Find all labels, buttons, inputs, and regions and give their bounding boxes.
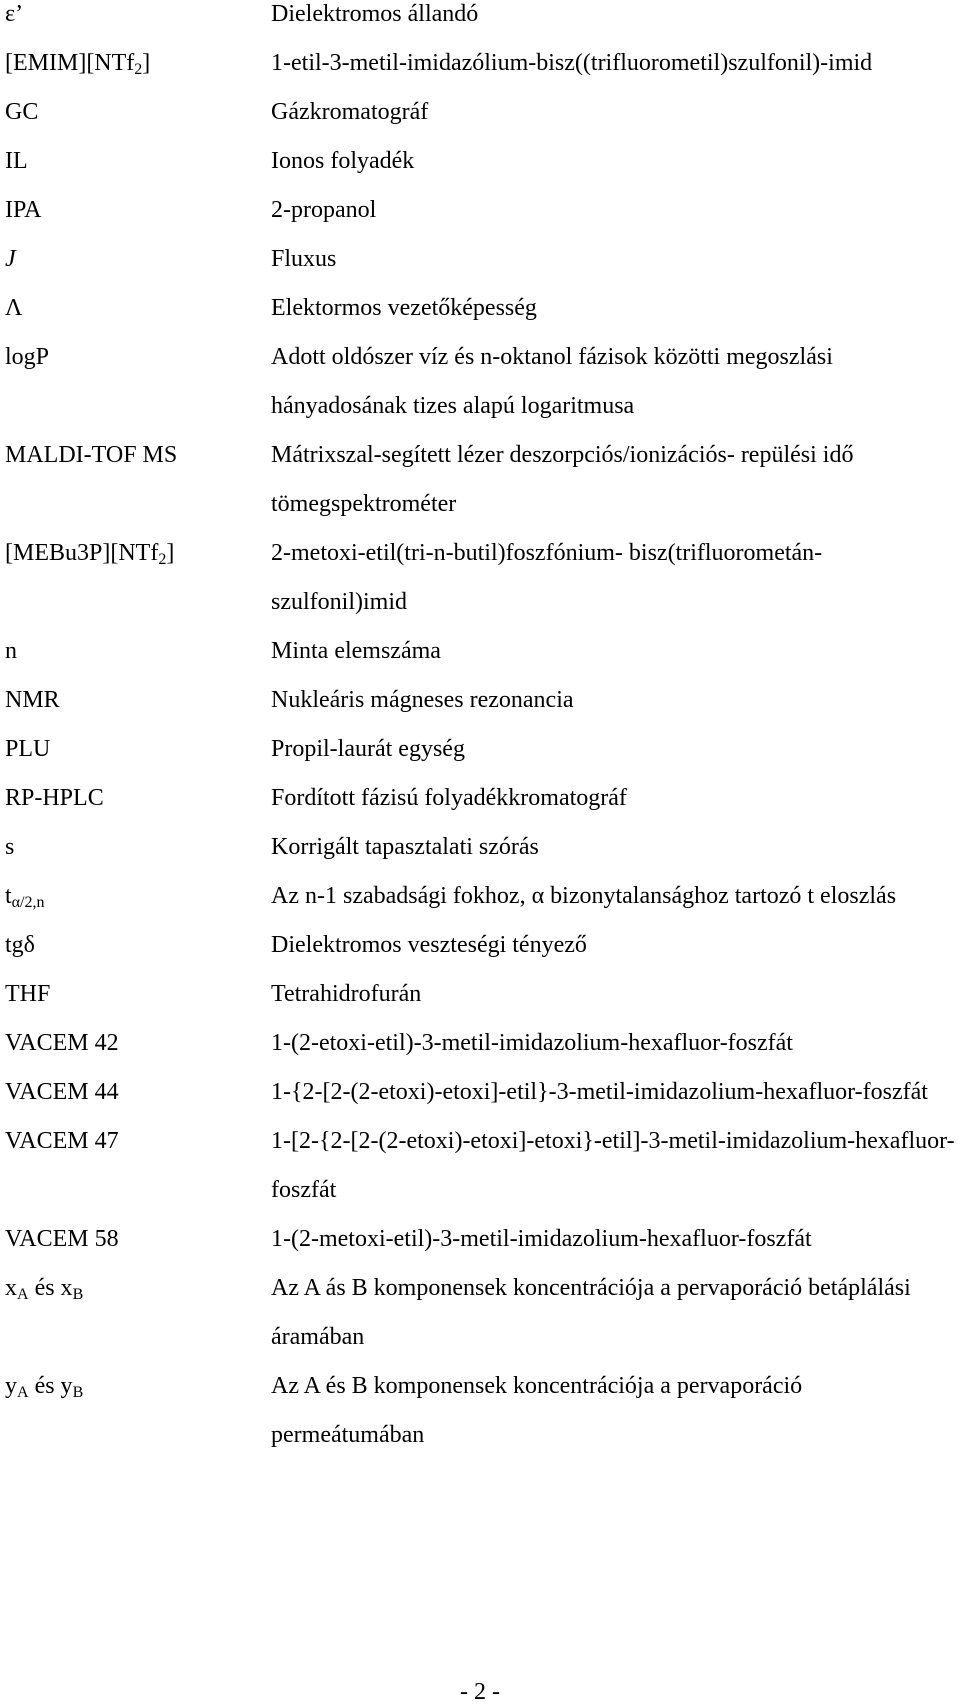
list-item <box>5 1264 955 1362</box>
abbreviation: PLU <box>5 736 51 762</box>
list-item <box>5 676 955 725</box>
list-item <box>5 88 955 137</box>
definition: Nukleáris mágneses rezonancia <box>271 687 574 713</box>
definition: Ionos folyadék <box>271 148 415 174</box>
abbreviation: s <box>5 834 15 860</box>
definition: Az A és B komponensek koncentrációja a pervaporáció permeátumában <box>271 1373 803 1448</box>
list-item <box>5 529 955 627</box>
list-item <box>5 235 955 284</box>
list-item <box>5 1117 955 1215</box>
abbreviation: VACEM 47 <box>5 1128 119 1154</box>
list-item <box>5 627 955 676</box>
list-item <box>5 872 955 921</box>
list-item <box>5 186 955 235</box>
list-item <box>5 1068 955 1117</box>
abbreviation: $t_{\alpha/2,n}$ <box>5 883 45 911</box>
list-item <box>5 284 955 333</box>
abbreviation: ε’ <box>5 1 24 27</box>
definition: Gázkromatográf <box>271 99 429 125</box>
definition: Az n-1 szabadsági fokhoz, α bizonytalansághoz tartozó t eloszlás <box>271 883 897 909</box>
list-item <box>5 333 955 431</box>
list-item <box>5 1362 955 1460</box>
definition: 1-(2-etoxi-etil)-3-metil-imidazolium-hexafluor-foszfát <box>271 1030 793 1056</box>
abbreviation: RP-HPLC <box>5 785 104 811</box>
definition: 2-propanol <box>271 197 377 223</box>
list-item <box>5 0 955 39</box>
abbreviation: J <box>5 246 16 272</box>
definition: 1-[2-{2-[2-(2-etoxi)-etoxi]-etoxi}-etil]-3-metil-imidazolium-hexafluor-foszfát <box>271 1128 955 1203</box>
definition: Tetrahidrofurán <box>271 981 422 1007</box>
definition: Az A ás B komponensek koncentrációja a pervaporáció betáplálási áramában <box>271 1275 911 1350</box>
abbreviation: n <box>5 638 17 664</box>
page-number: - 2 - <box>460 1679 500 1705</box>
list-item <box>5 1215 955 1264</box>
abbreviation: NMR <box>5 687 60 713</box>
abbreviation: [MEBu3P][NTf$_2$] <box>5 540 175 568</box>
list-item <box>5 137 955 186</box>
list-item <box>5 431 955 529</box>
abbreviation: Λ <box>5 295 23 321</box>
definition: 2-metoxi-etil(tri-n-butil)foszfónium- bisz(trifluorometán-szulfonil)imid <box>271 540 823 615</box>
list-item <box>5 921 955 970</box>
abbreviation: VACEM 42 <box>5 1030 119 1056</box>
definition: 1-(2-metoxi-etil)-3-metil-imidazolium-hexafluor-foszfát <box>271 1226 812 1252</box>
definition: Adott oldószer víz és n-oktanol fázisok közötti megoszlási hányadosának tizes alapú logaritmusa <box>271 344 833 419</box>
list-item <box>5 970 955 1019</box>
definition: Dielektromos állandó <box>271 1 479 27</box>
list-item <box>5 823 955 872</box>
abbreviation: THF <box>5 981 51 1007</box>
abbreviation: VACEM 58 <box>5 1226 119 1252</box>
list-item <box>5 39 955 88</box>
abbreviation: VACEM 44 <box>5 1079 119 1105</box>
definition: Fordított fázisú folyadékkromatográf <box>271 785 627 811</box>
definition: Fluxus <box>271 246 337 272</box>
list-item <box>5 725 955 774</box>
abbreviation: IPA <box>5 197 42 223</box>
abbreviation: [EMIM][NTf$_2$] <box>5 50 151 78</box>
definition: Dielektromos veszteségi tényező <box>271 932 587 958</box>
abbreviation-list <box>5 0 955 1460</box>
definition: Korrigált tapasztalati szórás <box>271 834 539 860</box>
definition: Mátrixszal-segített lézer deszorpciós/ionizációs- repülési idő tömegspektrométer <box>271 442 854 517</box>
abbreviation: $x_A$ és $x_B$ <box>5 1275 84 1303</box>
list-item <box>5 1019 955 1068</box>
definition: 1-{2-[2-(2-etoxi)-etoxi]-etil}-3-metil-imidazolium-hexafluor-foszfát <box>271 1079 928 1105</box>
abbreviation: logP <box>5 344 50 370</box>
definition: Propil-laurát egység <box>271 736 465 762</box>
definition: 1-etil-3-metil-imidazólium-bisz((trifluorometil)szulfonil)-imid <box>271 50 873 76</box>
abbreviation: MALDI-TOF MS <box>5 442 178 468</box>
list-item <box>5 774 955 823</box>
abbreviation: GC <box>5 99 39 125</box>
abbreviation: IL <box>5 148 28 174</box>
abbreviation: $y_A$ és $y_B$ <box>5 1373 84 1401</box>
abbreviation: tgδ <box>5 932 35 958</box>
definition: Minta elemszáma <box>271 638 441 664</box>
definition: Elektormos vezetőképesség <box>271 295 537 321</box>
